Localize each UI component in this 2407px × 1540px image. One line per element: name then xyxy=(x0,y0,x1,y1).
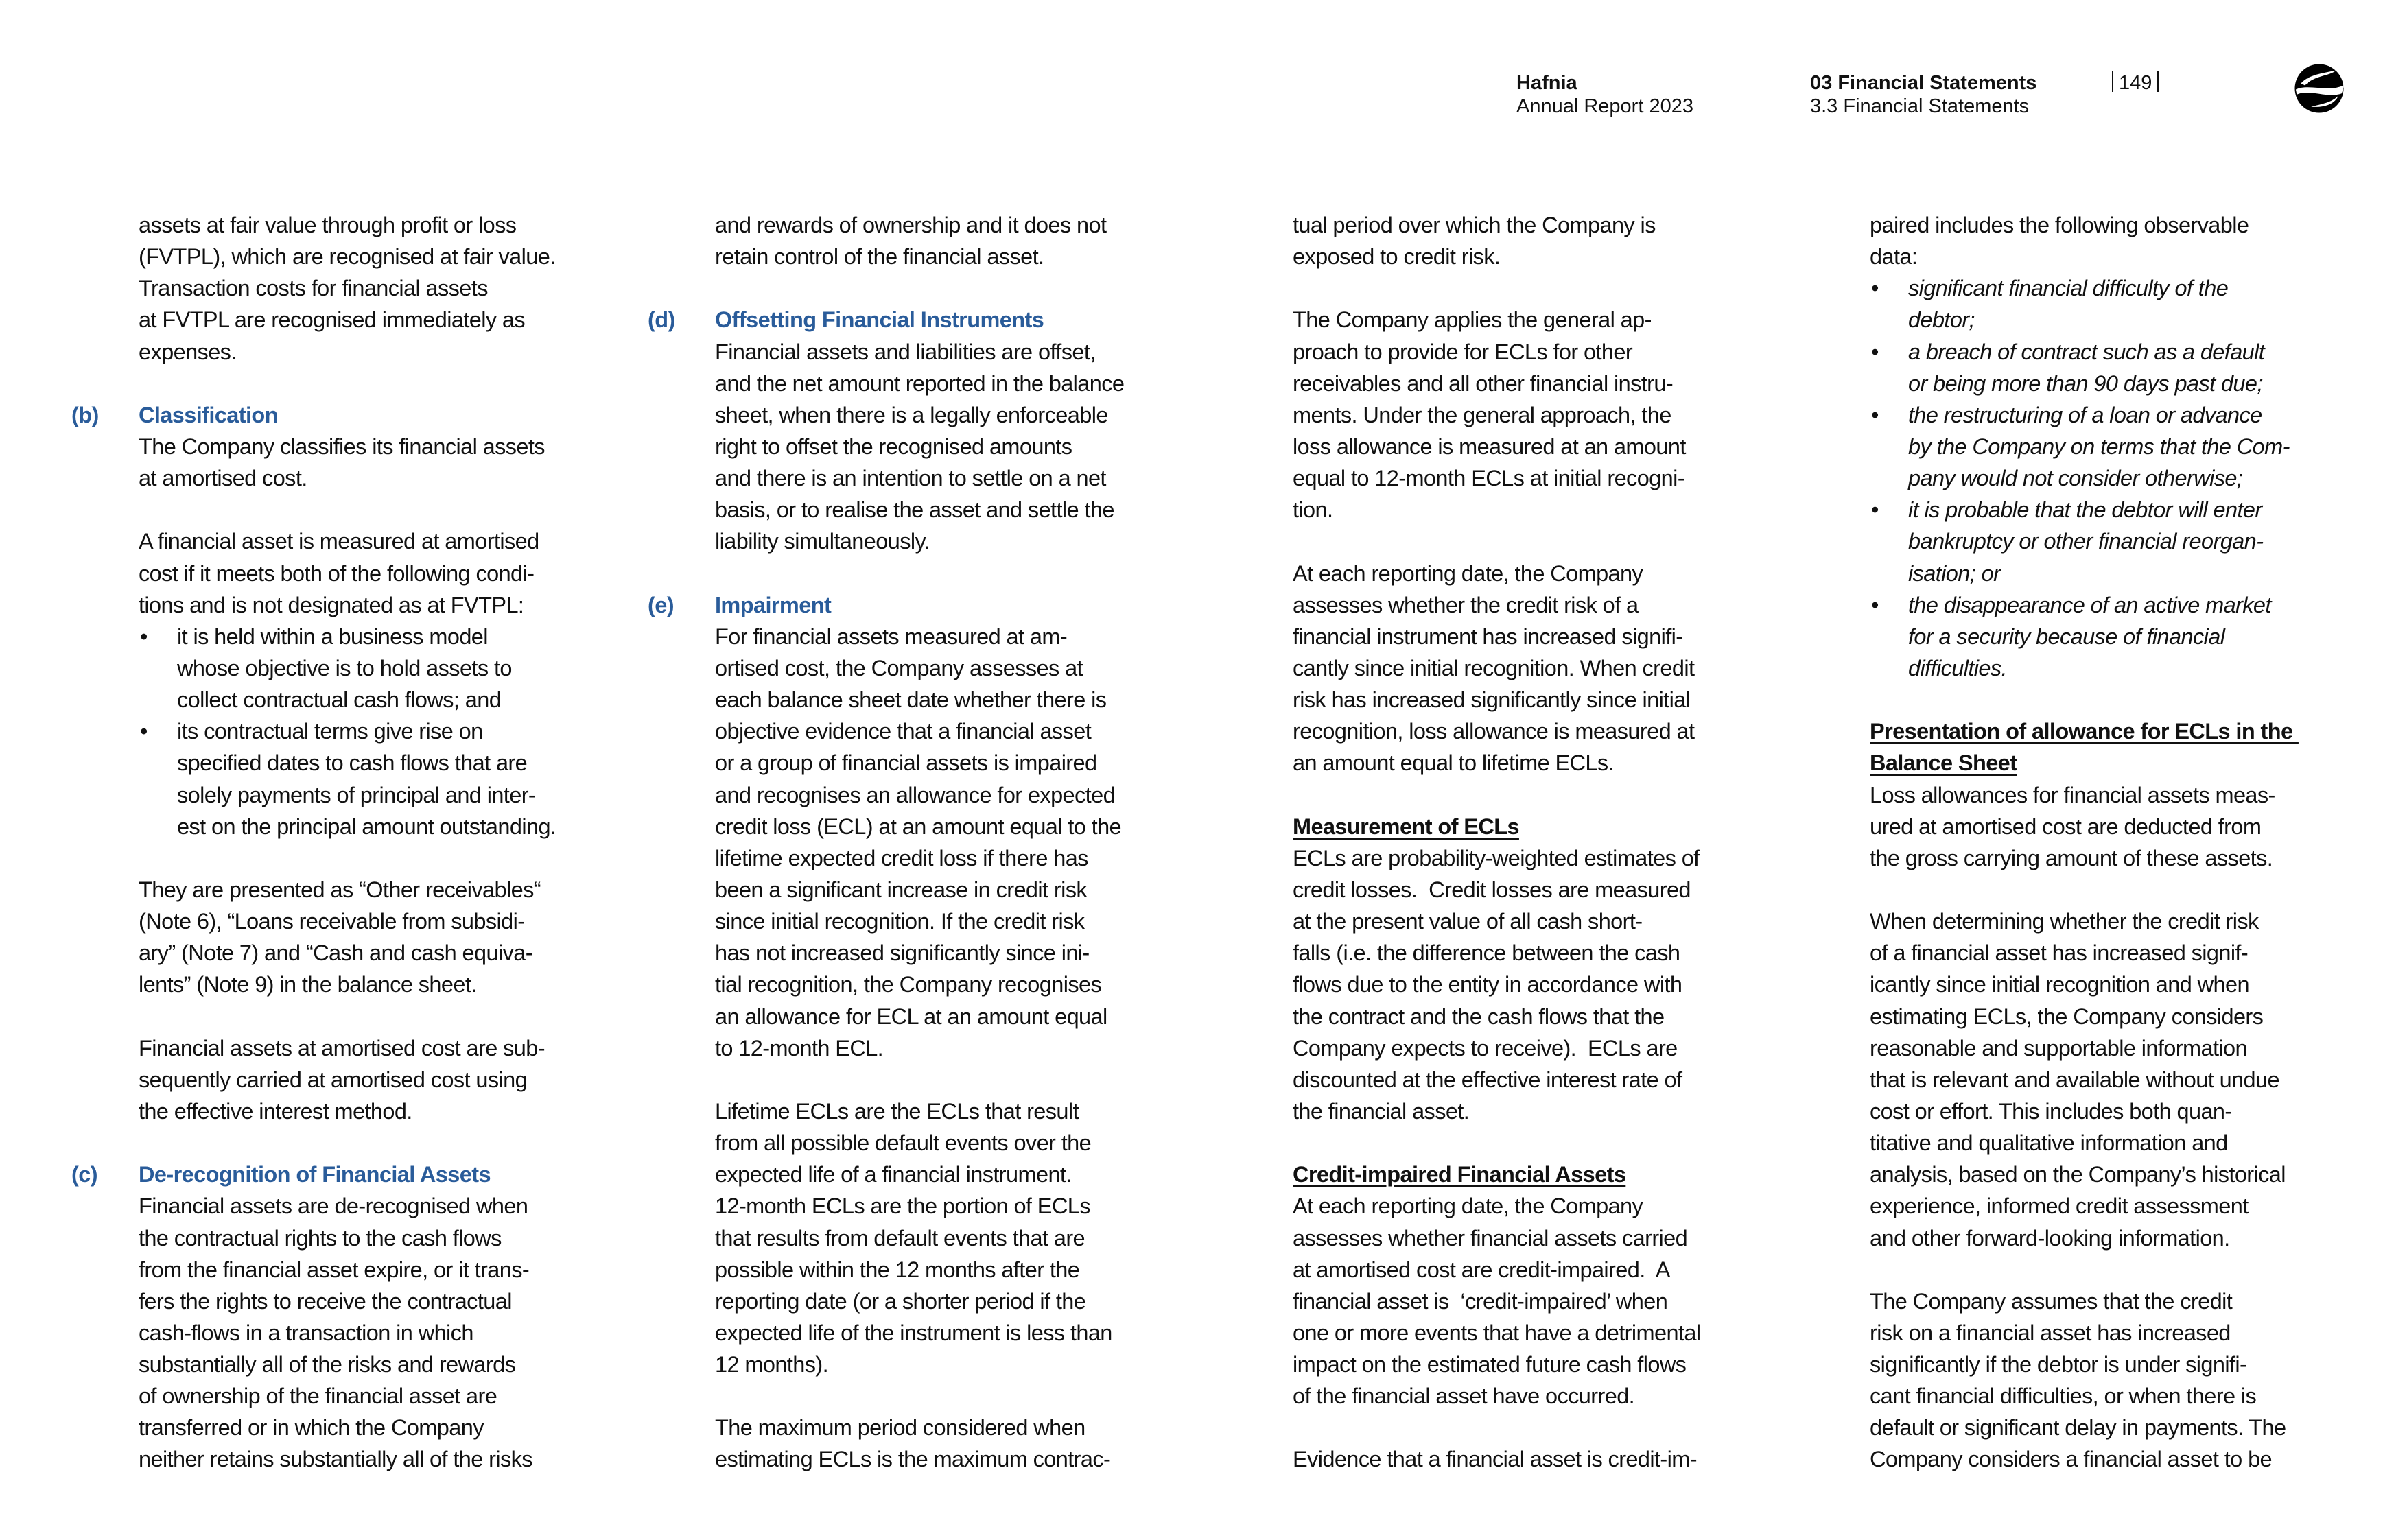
section-d-offsetting xyxy=(648,304,1209,557)
text-line: expected life of a financial instrument. xyxy=(715,1162,1072,1187)
text-line: the disappearance of an active market xyxy=(1908,592,2271,617)
text-line: analysis, based on the Company’s historical xyxy=(1870,1162,2286,1187)
text-line: Financial assets are de-recognised when xyxy=(139,1194,528,1219)
text-line: of ownership of the financial asset are xyxy=(139,1384,497,1409)
text-line: loss allowance is measured at an amount xyxy=(1293,434,1686,459)
text-line: whose objective is to hold assets to xyxy=(177,655,512,680)
report-title: Annual Report 2023 xyxy=(1516,95,1693,117)
column-3 xyxy=(1293,209,1787,1476)
text-line: ortised cost, the Company assesses at xyxy=(715,655,1083,680)
text-line: sequently carried at amortised cost using xyxy=(139,1067,528,1092)
list-item-text xyxy=(1908,494,2364,589)
text-line: risk has increased significantly since initial xyxy=(1293,687,1691,713)
page-number-value: 149 xyxy=(2119,72,2152,94)
text-line: tions and is not designated as at FVTPL: xyxy=(139,592,524,617)
text-line: estimating ECLs, the Company considers xyxy=(1870,1004,2264,1029)
text-line: (FVTPL), which are recognised at fair value. xyxy=(139,244,556,270)
text-line: retain control of the financial asset. xyxy=(715,244,1044,270)
text-line: substantially all of the risks and rewards xyxy=(139,1352,516,1377)
text-line: its contractual terms give rise on xyxy=(177,719,483,744)
text-line: ECLs are probability-weighted estimates of xyxy=(1293,845,1700,870)
subheading-measurement-of-ecls: Measurement of ECLs xyxy=(1293,814,1519,839)
text-line: each balance sheet date whether there is xyxy=(715,687,1107,713)
text-line: liability simultaneously. xyxy=(715,529,930,554)
text-line: significant financial difficulty of the xyxy=(1908,276,2229,301)
text-line: at FVTPL are recognised immediately as xyxy=(139,307,526,333)
section-title: De-recognition of Financial Assets xyxy=(139,1162,491,1187)
text-line: objective evidence that a financial asset xyxy=(715,719,1092,744)
header-section-block xyxy=(1810,71,2036,118)
list-item-text xyxy=(177,621,633,715)
text-line: assets at fair value through profit or loss xyxy=(139,213,517,237)
text-line: transferred or in which the Company xyxy=(139,1415,484,1441)
subheading-credit-impaired: Credit-impaired Financial Assets xyxy=(1293,1162,1626,1187)
text-line: tion. xyxy=(1293,497,1333,523)
text-line: of the financial asset have occurred. xyxy=(1293,1384,1635,1409)
paragraph xyxy=(139,525,633,620)
hafnia-globe-logo-icon xyxy=(2294,63,2345,114)
text-line: been a significant increase in credit risk xyxy=(715,877,1088,902)
text-line: credit losses. Credit losses are measured xyxy=(1293,877,1691,902)
section-title: 3.3 Financial Statements xyxy=(1810,95,2030,117)
text-line: A financial asset is measured at amortised xyxy=(139,529,539,554)
text-line: a breach of contract such as a default xyxy=(1908,339,2265,364)
text-line: The Company assumes that the credit xyxy=(1870,1288,2233,1314)
text-line: collect contractual cash flows; and xyxy=(177,687,502,713)
text-line: est on the principal amount outstanding. xyxy=(177,814,556,839)
text-line: isation; or xyxy=(1908,560,2001,586)
text-line: cash-flows in a transaction in which xyxy=(139,1320,473,1345)
paragraph xyxy=(139,209,633,368)
paragraph xyxy=(715,621,1209,1064)
list-item-text xyxy=(177,715,633,842)
text-line: discounted at the effective interest rate of xyxy=(1293,1067,1682,1092)
list-item xyxy=(1870,399,2364,494)
text-line: Transaction costs for financial assets xyxy=(139,276,488,301)
text-line: it is held within a business model xyxy=(177,624,488,649)
text-line: neither retains substantially all of the risks xyxy=(139,1447,532,1472)
text-line: estimating ECLs is the maximum contrac- xyxy=(715,1447,1111,1472)
text-line: assesses whether financial assets carried xyxy=(1293,1225,1688,1251)
text-line: recognition, loss allowance is measured at xyxy=(1293,719,1695,744)
text-line: that results from default events that are xyxy=(715,1225,1085,1251)
section-e-impairment xyxy=(648,589,1209,1476)
text-line: cantly since initial recognition. When credit xyxy=(1293,655,1695,680)
text-line: At each reporting date, the Company xyxy=(1293,560,1643,586)
text-line: The Company applies the general ap- xyxy=(1293,307,1652,333)
text-line: and other forward-looking information. xyxy=(1870,1225,2230,1251)
text-line: basis, or to realise the asset and settle the xyxy=(715,497,1114,523)
text-line: at amortised cost are credit-impaired. A xyxy=(1293,1257,1670,1282)
text-line: solely payments of principal and inter- xyxy=(177,782,536,807)
paragraph xyxy=(1293,209,1787,272)
text-line: financial asset is ‘credit-impaired’ when xyxy=(1293,1288,1668,1314)
text-line: it is probable that the debtor will enter xyxy=(1908,497,2262,523)
text-line: has not increased significantly since ini- xyxy=(715,940,1090,966)
section-title: Offsetting Financial Instruments xyxy=(715,307,1044,333)
bullet-icon: • xyxy=(1871,592,1879,617)
text-line: right to offset the recognised amounts xyxy=(715,434,1072,459)
text-line: and there is an intention to settle on a net xyxy=(715,466,1106,491)
text-line: expenses. xyxy=(139,339,237,364)
paragraph xyxy=(1870,209,2364,272)
text-line: pany would not consider otherwise; xyxy=(1908,466,2243,491)
text-line: of a financial asset has increased signif- xyxy=(1870,940,2249,966)
paragraph xyxy=(1293,1443,1787,1475)
text-line: that is relevant and available without undue xyxy=(1870,1067,2279,1092)
text-line: cant financial difficulties, or when there is xyxy=(1870,1384,2257,1409)
list-item xyxy=(1870,272,2364,335)
text-line: the gross carrying amount of these assets. xyxy=(1870,845,2273,870)
text-line: since initial recognition. If the credit risk xyxy=(715,909,1085,934)
text-line: credit loss (ECL) at an amount equal to the xyxy=(715,814,1122,839)
text-line: reporting date (or a shorter period if the xyxy=(715,1288,1086,1314)
text-line: assesses whether the credit risk of a xyxy=(1293,592,1639,617)
text-line: Financial assets and liabilities are offset, xyxy=(715,339,1096,364)
text-line: ured at amortised cost are deducted from xyxy=(1870,814,2262,839)
text-line: the restructuring of a loan or advance xyxy=(1908,402,2262,427)
paragraph xyxy=(1293,304,1787,525)
bullet-icon: • xyxy=(1871,339,1879,364)
list-item xyxy=(1870,494,2364,589)
text-line: by the Company on terms that the Com- xyxy=(1908,434,2290,459)
text-line: equal to 12-month ECLs at initial recogni- xyxy=(1293,466,1684,491)
text-line: at amortised cost. xyxy=(139,466,307,491)
company-name: Hafnia xyxy=(1516,72,1577,94)
section-label: (d) xyxy=(648,307,675,333)
column-4 xyxy=(1870,209,2364,1476)
section-label: (e) xyxy=(648,592,674,617)
paragraph xyxy=(715,1095,1209,1380)
text-line: lifetime expected credit loss if there has xyxy=(715,845,1088,870)
paragraph xyxy=(1293,1190,1787,1412)
list-item-text xyxy=(1908,399,2364,494)
text-line: titative and qualitative information and xyxy=(1870,1130,2228,1156)
text-line: difficulties. xyxy=(1908,655,2007,680)
text-line: icantly since initial recognition and when xyxy=(1870,972,2249,997)
text-line: from all possible default events over the xyxy=(715,1130,1092,1156)
text-line: financial instrument has increased signifi- xyxy=(1293,624,1683,649)
list-item xyxy=(139,621,633,715)
text-line: experience, informed credit assessment xyxy=(1870,1194,2249,1219)
text-line: an allowance for ECL at an amount equal xyxy=(715,1004,1107,1029)
text-line: or being more than 90 days past due; xyxy=(1908,370,2263,396)
text-line: At each reporting date, the Company xyxy=(1293,1194,1643,1219)
text-line: default or significant delay in payments. The xyxy=(1870,1415,2286,1441)
text-line: the financial asset. xyxy=(1293,1098,1470,1124)
text-line: 12 months). xyxy=(715,1352,829,1377)
text-line: and the net amount reported in the balance xyxy=(715,370,1125,396)
text-line: Evidence that a financial asset is credit-im- xyxy=(1293,1447,1697,1472)
text-line: Company expects to receive). ECLs are xyxy=(1293,1035,1678,1061)
subheading-presentation-line-2: Balance Sheet xyxy=(1870,750,2017,776)
section-title: Classification xyxy=(139,402,278,427)
text-line: the effective interest method. xyxy=(139,1098,412,1124)
paragraph xyxy=(1293,842,1787,1127)
chapter-title: 03 Financial Statements xyxy=(1810,72,2037,94)
evidence-list xyxy=(1870,272,2364,684)
list-item xyxy=(1870,589,2364,684)
text-line: lents” (Note 9) in the balance sheet. xyxy=(139,972,477,997)
text-line: expected life of the instrument is less than xyxy=(715,1320,1112,1345)
text-line: flows due to the entity in accordance with xyxy=(1293,972,1682,997)
text-line: the contractual rights to the cash flows xyxy=(139,1225,502,1251)
text-line: impact on the estimated future cash flows xyxy=(1293,1352,1687,1377)
text-line: from the financial asset expire, or it trans- xyxy=(139,1257,530,1282)
list-item-text xyxy=(1908,272,2364,335)
text-line: fers the rights to receive the contractual xyxy=(139,1288,512,1314)
text-line: one or more events that have a detrimental xyxy=(1293,1320,1701,1345)
text-line: the contract and the cash flows that the xyxy=(1293,1004,1665,1029)
text-line: tial recognition, the Company recognises xyxy=(715,972,1102,997)
bullet-icon: • xyxy=(1871,497,1879,523)
list-item-text xyxy=(1908,336,2364,399)
text-line: for a security because of financial xyxy=(1908,624,2225,649)
paragraph xyxy=(139,1190,633,1475)
text-line: exposed to credit risk. xyxy=(1293,244,1501,270)
text-line: ments. Under the general approach, the xyxy=(1293,402,1671,427)
page-number xyxy=(2106,71,2164,95)
text-line: data: xyxy=(1870,244,1918,270)
column-1 xyxy=(71,209,633,1476)
text-line: and rewards of ownership and it does not xyxy=(715,213,1107,237)
text-line: sheet, when there is a legally enforceable xyxy=(715,402,1108,427)
paragraph xyxy=(1293,558,1787,779)
text-line: proach to provide for ECLs for other xyxy=(1293,339,1633,364)
text-line: specified dates to cash flows that are xyxy=(177,750,528,776)
text-line: reasonable and supportable information xyxy=(1870,1035,2247,1061)
text-line: receivables and all other financial instru- xyxy=(1293,370,1674,396)
text-line: cost or effort. This includes both quan- xyxy=(1870,1098,2232,1124)
page-number-bar-right xyxy=(2157,71,2159,92)
text-line: debtor; xyxy=(1908,307,1975,333)
paragraph xyxy=(139,1032,633,1127)
text-line: possible within the 12 months after the xyxy=(715,1257,1080,1282)
header-company-block xyxy=(1516,71,1693,118)
paragraph xyxy=(1870,779,2364,874)
text-line: bankruptcy or other financial reorgan- xyxy=(1908,529,2264,554)
text-line: an amount equal to lifetime ECLs. xyxy=(1293,750,1614,776)
paragraph xyxy=(715,209,1209,272)
paragraph xyxy=(715,1412,1209,1475)
paragraph xyxy=(1870,905,2364,1254)
text-line: cost if it meets both of the following condi- xyxy=(139,560,535,586)
list-item xyxy=(139,715,633,842)
bullet-icon: • xyxy=(140,719,148,744)
text-line: ary” (Note 7) and “Cash and cash equiva- xyxy=(139,940,532,966)
text-line: risk on a financial asset has increased xyxy=(1870,1320,2231,1345)
subheading-presentation-line-1: Presentation of allowance for ECLs in the xyxy=(1870,719,2299,744)
column-2 xyxy=(648,209,1209,1476)
text-line: significantly if the debtor is under signifi- xyxy=(1870,1352,2247,1377)
section-title: Impairment xyxy=(715,592,832,617)
section-b-classification xyxy=(71,399,633,1127)
paragraph xyxy=(139,874,633,1001)
page-number-bar-left xyxy=(2112,71,2113,92)
paragraph xyxy=(139,431,633,494)
bullet-icon: • xyxy=(1871,402,1879,427)
text-line: The Company classifies its financial assets xyxy=(139,434,545,459)
text-line: Loss allowances for financial assets meas- xyxy=(1870,782,2275,807)
text-line: 12-month ECLs are the portion of ECLs xyxy=(715,1194,1090,1219)
text-line: tual period over which the Company is xyxy=(1293,213,1656,237)
section-label: (c) xyxy=(71,1162,97,1187)
text-line: at the present value of all cash short- xyxy=(1293,909,1643,934)
text-line: (Note 6), “Loans receivable from subsidi- xyxy=(139,909,525,934)
bullet-icon: • xyxy=(140,624,148,649)
section-c-derecognition xyxy=(71,1159,633,1475)
text-line: For financial assets measured at am- xyxy=(715,624,1068,649)
text-line: Company considers a financial asset to be xyxy=(1870,1447,2273,1472)
text-line: to 12-month ECL. xyxy=(715,1035,884,1061)
text-line: and recognises an allowance for expected xyxy=(715,782,1116,807)
section-label: (b) xyxy=(71,402,99,427)
paragraph xyxy=(715,336,1209,558)
text-line: paired includes the following observable xyxy=(1870,213,2249,237)
text-line: The maximum period considered when xyxy=(715,1415,1085,1441)
bullet-icon: • xyxy=(1871,276,1879,301)
list-item xyxy=(1870,336,2364,399)
text-line: Lifetime ECLs are the ECLs that result xyxy=(715,1098,1079,1124)
paragraph xyxy=(1870,1286,2364,1476)
list-item-text xyxy=(1908,589,2364,684)
text-line: When determining whether the credit risk xyxy=(1870,909,2259,934)
text-line: Financial assets at amortised cost are sub- xyxy=(139,1035,545,1061)
text-line: falls (i.e. the difference between the cash xyxy=(1293,940,1680,966)
text-line: or a group of financial assets is impaired xyxy=(715,750,1097,776)
text-line: They are presented as “Other receivables“ xyxy=(139,877,541,902)
